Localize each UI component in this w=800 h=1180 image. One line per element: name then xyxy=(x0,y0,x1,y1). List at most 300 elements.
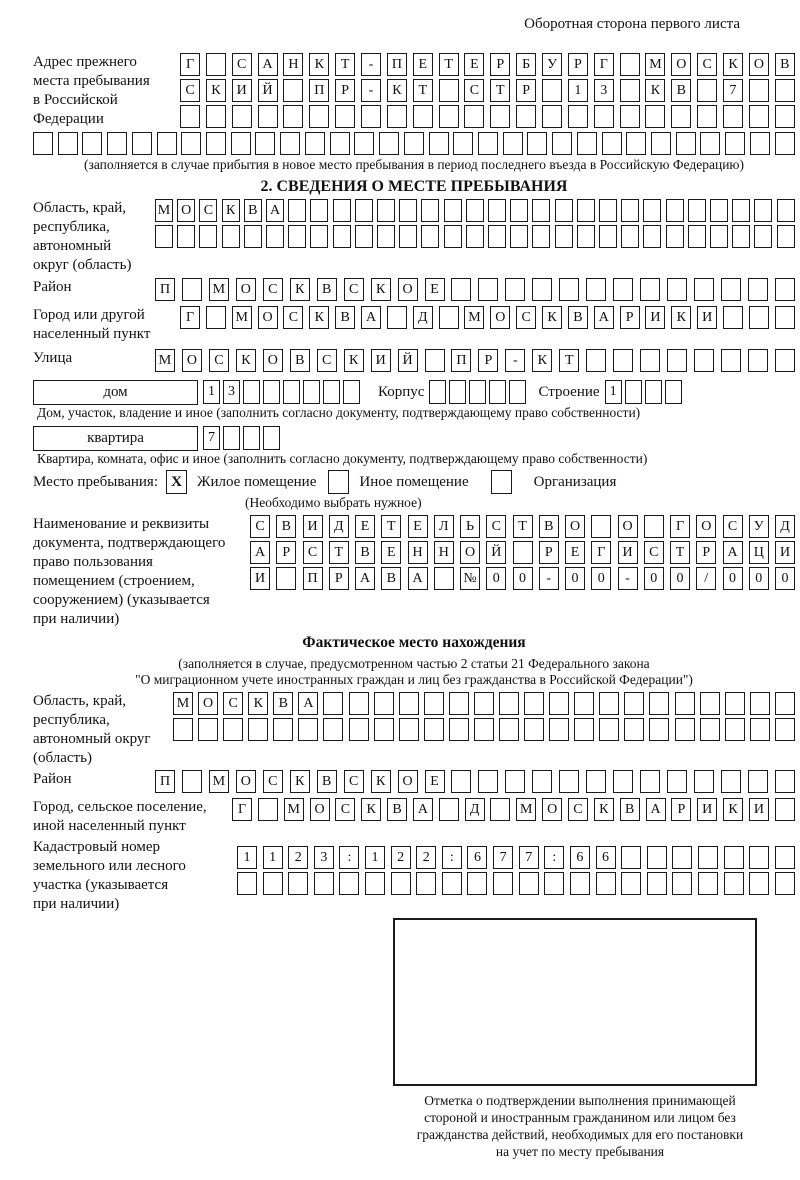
char-cell[interactable]: О xyxy=(749,53,769,76)
char-cell[interactable] xyxy=(330,132,350,155)
char-cell[interactable]: Р xyxy=(478,349,498,372)
char-cell[interactable] xyxy=(586,770,606,793)
char-cell[interactable]: В xyxy=(568,306,588,329)
char-cell[interactable] xyxy=(725,692,745,715)
char-cell[interactable] xyxy=(519,872,539,895)
char-cell[interactable] xyxy=(58,132,78,155)
char-cell[interactable] xyxy=(675,692,695,715)
char-cell[interactable] xyxy=(478,278,498,301)
char-cell[interactable] xyxy=(399,718,419,741)
char-cell[interactable] xyxy=(775,798,795,821)
char-cell[interactable] xyxy=(700,132,720,155)
char-cell[interactable]: Р xyxy=(671,798,691,821)
char-cell[interactable] xyxy=(599,225,617,248)
char-cell[interactable] xyxy=(474,692,494,715)
char-cell[interactable] xyxy=(621,846,641,869)
char-cell[interactable] xyxy=(303,380,320,404)
char-cell[interactable]: А xyxy=(355,567,375,590)
char-cell[interactable]: 0 xyxy=(486,567,506,590)
char-cell[interactable]: О xyxy=(542,798,562,821)
char-cell[interactable] xyxy=(672,872,692,895)
char-cell[interactable] xyxy=(439,306,459,329)
char-cell[interactable]: С xyxy=(486,515,506,538)
char-cell[interactable]: Т xyxy=(670,541,690,564)
char-cell[interactable] xyxy=(725,718,745,741)
char-cell[interactable]: С xyxy=(263,770,283,793)
char-cell[interactable] xyxy=(665,380,682,404)
char-cell[interactable] xyxy=(343,380,360,404)
char-cell[interactable]: М xyxy=(464,306,484,329)
char-cell[interactable] xyxy=(310,199,328,222)
char-cell[interactable] xyxy=(333,199,351,222)
char-cell[interactable]: 0 xyxy=(749,567,769,590)
char-cell[interactable] xyxy=(223,426,240,450)
char-cell[interactable] xyxy=(223,718,243,741)
char-cell[interactable]: Е xyxy=(413,53,433,76)
char-cell[interactable] xyxy=(586,349,606,372)
char-cell[interactable]: С xyxy=(697,53,717,76)
char-cell[interactable]: М xyxy=(173,692,193,715)
char-cell[interactable] xyxy=(387,306,407,329)
char-cell[interactable]: У xyxy=(749,515,769,538)
char-cell[interactable]: Р xyxy=(539,541,559,564)
char-cell[interactable] xyxy=(748,770,768,793)
char-cell[interactable] xyxy=(157,132,177,155)
char-cell[interactable] xyxy=(625,380,642,404)
char-cell[interactable]: К xyxy=(371,278,391,301)
char-cell[interactable] xyxy=(749,306,769,329)
char-cell[interactable] xyxy=(688,225,706,248)
char-cell[interactable] xyxy=(577,132,597,155)
char-cell[interactable] xyxy=(181,132,201,155)
mesto-checkbox-inoe[interactable] xyxy=(328,470,349,494)
char-cell[interactable] xyxy=(399,225,417,248)
char-cell[interactable]: Р xyxy=(329,567,349,590)
char-cell[interactable]: С xyxy=(464,79,484,102)
char-cell[interactable]: 0 xyxy=(565,567,585,590)
char-cell[interactable] xyxy=(232,105,252,128)
char-cell[interactable] xyxy=(694,278,714,301)
char-cell[interactable] xyxy=(206,132,226,155)
char-cell[interactable] xyxy=(464,105,484,128)
char-cell[interactable]: 0 xyxy=(723,567,743,590)
char-cell[interactable] xyxy=(439,798,459,821)
char-cell[interactable] xyxy=(621,872,641,895)
char-cell[interactable] xyxy=(552,132,572,155)
char-cell[interactable] xyxy=(377,199,395,222)
char-cell[interactable]: О xyxy=(177,199,195,222)
char-cell[interactable]: А xyxy=(723,541,743,564)
char-cell[interactable] xyxy=(243,380,260,404)
char-cell[interactable]: 1 xyxy=(568,79,588,102)
char-cell[interactable] xyxy=(323,718,343,741)
char-cell[interactable] xyxy=(365,872,385,895)
char-cell[interactable] xyxy=(237,872,257,895)
char-cell[interactable] xyxy=(640,349,660,372)
char-cell[interactable] xyxy=(444,225,462,248)
char-cell[interactable]: К xyxy=(671,306,691,329)
char-cell[interactable] xyxy=(555,225,573,248)
char-cell[interactable]: В xyxy=(317,770,337,793)
char-cell[interactable]: Д xyxy=(775,515,795,538)
char-cell[interactable]: А xyxy=(250,541,270,564)
char-cell[interactable]: Е xyxy=(425,770,445,793)
char-cell[interactable] xyxy=(626,132,646,155)
char-cell[interactable]: : xyxy=(544,846,564,869)
char-cell[interactable]: И xyxy=(697,306,717,329)
char-cell[interactable] xyxy=(647,846,667,869)
char-cell[interactable]: К xyxy=(723,798,743,821)
char-cell[interactable] xyxy=(723,105,743,128)
char-cell[interactable] xyxy=(532,225,550,248)
char-cell[interactable] xyxy=(177,225,195,248)
char-cell[interactable]: О xyxy=(398,278,418,301)
char-cell[interactable] xyxy=(624,718,644,741)
char-cell[interactable]: - xyxy=(539,567,559,590)
char-cell[interactable] xyxy=(33,132,53,155)
char-cell[interactable] xyxy=(222,225,240,248)
char-cell[interactable]: 2 xyxy=(288,846,308,869)
char-cell[interactable] xyxy=(532,770,552,793)
char-cell[interactable] xyxy=(335,105,355,128)
char-cell[interactable]: В xyxy=(276,515,296,538)
char-cell[interactable] xyxy=(559,770,579,793)
char-cell[interactable]: К xyxy=(344,349,364,372)
char-cell[interactable]: О xyxy=(618,515,638,538)
char-cell[interactable] xyxy=(263,380,280,404)
char-cell[interactable]: В xyxy=(539,515,559,538)
char-cell[interactable]: О xyxy=(398,770,418,793)
char-cell[interactable] xyxy=(509,380,526,404)
char-cell[interactable] xyxy=(349,718,369,741)
char-cell[interactable]: В xyxy=(671,79,691,102)
char-cell[interactable]: Й xyxy=(258,79,278,102)
char-cell[interactable]: 2 xyxy=(391,846,411,869)
char-cell[interactable]: 0 xyxy=(591,567,611,590)
char-cell[interactable]: Р xyxy=(568,53,588,76)
char-cell[interactable]: Е xyxy=(355,515,375,538)
char-cell[interactable]: С xyxy=(644,541,664,564)
char-cell[interactable]: Н xyxy=(408,541,428,564)
char-cell[interactable] xyxy=(444,199,462,222)
char-cell[interactable] xyxy=(775,770,795,793)
char-cell[interactable] xyxy=(182,770,202,793)
char-cell[interactable]: О xyxy=(263,349,283,372)
char-cell[interactable]: В xyxy=(620,798,640,821)
char-cell[interactable]: К xyxy=(290,770,310,793)
char-cell[interactable] xyxy=(647,872,667,895)
char-cell[interactable]: С xyxy=(568,798,588,821)
char-cell[interactable] xyxy=(620,53,640,76)
char-cell[interactable]: Т xyxy=(513,515,533,538)
char-cell[interactable]: М xyxy=(155,349,175,372)
char-cell[interactable] xyxy=(621,199,639,222)
char-cell[interactable]: А xyxy=(361,306,381,329)
char-cell[interactable] xyxy=(513,541,533,564)
char-cell[interactable] xyxy=(377,225,395,248)
char-cell[interactable] xyxy=(643,199,661,222)
char-cell[interactable] xyxy=(323,380,340,404)
char-cell[interactable] xyxy=(750,132,770,155)
char-cell[interactable] xyxy=(721,349,741,372)
char-cell[interactable]: Е xyxy=(464,53,484,76)
char-cell[interactable] xyxy=(255,132,275,155)
char-cell[interactable] xyxy=(288,225,306,248)
char-cell[interactable] xyxy=(559,278,579,301)
char-cell[interactable] xyxy=(724,846,744,869)
char-cell[interactable] xyxy=(749,872,769,895)
char-cell[interactable]: О xyxy=(236,770,256,793)
char-cell[interactable]: О xyxy=(236,278,256,301)
char-cell[interactable] xyxy=(732,225,750,248)
char-cell[interactable] xyxy=(671,105,691,128)
char-cell[interactable]: М xyxy=(516,798,536,821)
char-cell[interactable] xyxy=(645,105,665,128)
char-cell[interactable] xyxy=(777,199,795,222)
char-cell[interactable]: 6 xyxy=(596,846,616,869)
char-cell[interactable]: 1 xyxy=(365,846,385,869)
char-cell[interactable]: И xyxy=(697,798,717,821)
char-cell[interactable]: 7 xyxy=(493,846,513,869)
char-cell[interactable]: 7 xyxy=(203,426,220,450)
char-cell[interactable]: А xyxy=(413,798,433,821)
char-cell[interactable] xyxy=(570,872,590,895)
char-cell[interactable]: О xyxy=(182,349,202,372)
char-cell[interactable]: - xyxy=(361,53,381,76)
char-cell[interactable]: Д xyxy=(413,306,433,329)
char-cell[interactable] xyxy=(775,349,795,372)
char-cell[interactable]: В xyxy=(317,278,337,301)
char-cell[interactable]: И xyxy=(775,541,795,564)
char-cell[interactable]: С xyxy=(180,79,200,102)
char-cell[interactable] xyxy=(516,105,536,128)
char-cell[interactable] xyxy=(510,225,528,248)
char-cell[interactable] xyxy=(449,380,466,404)
char-cell[interactable] xyxy=(231,132,251,155)
char-cell[interactable]: П xyxy=(303,567,323,590)
char-cell[interactable]: В xyxy=(381,567,401,590)
char-cell[interactable]: Н xyxy=(434,541,454,564)
char-cell[interactable] xyxy=(640,278,660,301)
char-cell[interactable] xyxy=(577,199,595,222)
char-cell[interactable]: С xyxy=(199,199,217,222)
char-cell[interactable]: Е xyxy=(425,278,445,301)
char-cell[interactable]: К xyxy=(309,53,329,76)
char-cell[interactable]: С xyxy=(232,53,252,76)
char-cell[interactable] xyxy=(442,872,462,895)
char-cell[interactable]: Г xyxy=(591,541,611,564)
char-cell[interactable] xyxy=(499,718,519,741)
char-cell[interactable] xyxy=(198,718,218,741)
char-cell[interactable] xyxy=(624,692,644,715)
char-cell[interactable]: М xyxy=(209,278,229,301)
char-cell[interactable]: Р xyxy=(620,306,640,329)
char-cell[interactable]: Г xyxy=(180,306,200,329)
char-cell[interactable] xyxy=(599,692,619,715)
char-cell[interactable] xyxy=(132,132,152,155)
char-cell[interactable] xyxy=(429,132,449,155)
char-cell[interactable] xyxy=(309,105,329,128)
char-cell[interactable]: В xyxy=(335,306,355,329)
char-cell[interactable] xyxy=(777,225,795,248)
char-cell[interactable] xyxy=(434,567,454,590)
char-cell[interactable]: О xyxy=(490,306,510,329)
char-cell[interactable] xyxy=(391,872,411,895)
char-cell[interactable]: В xyxy=(273,692,293,715)
char-cell[interactable] xyxy=(421,199,439,222)
char-cell[interactable]: К xyxy=(361,798,381,821)
char-cell[interactable] xyxy=(354,132,374,155)
char-cell[interactable] xyxy=(490,105,510,128)
char-cell[interactable]: И xyxy=(749,798,769,821)
char-cell[interactable] xyxy=(620,79,640,102)
char-cell[interactable] xyxy=(305,132,325,155)
char-cell[interactable] xyxy=(399,692,419,715)
char-cell[interactable] xyxy=(451,278,471,301)
char-cell[interactable] xyxy=(732,199,750,222)
char-cell[interactable] xyxy=(244,225,262,248)
char-cell[interactable]: А xyxy=(594,306,614,329)
char-cell[interactable] xyxy=(724,872,744,895)
char-cell[interactable] xyxy=(499,692,519,715)
char-cell[interactable]: В xyxy=(244,199,262,222)
char-cell[interactable] xyxy=(413,105,433,128)
char-cell[interactable]: О xyxy=(460,541,480,564)
char-cell[interactable]: К xyxy=(387,79,407,102)
char-cell[interactable] xyxy=(775,846,795,869)
char-cell[interactable] xyxy=(488,199,506,222)
char-cell[interactable]: О xyxy=(696,515,716,538)
char-cell[interactable]: К xyxy=(594,798,614,821)
char-cell[interactable]: - xyxy=(505,349,525,372)
char-cell[interactable]: Е xyxy=(381,541,401,564)
char-cell[interactable] xyxy=(82,132,102,155)
char-cell[interactable] xyxy=(488,225,506,248)
char-cell[interactable] xyxy=(542,105,562,128)
char-cell[interactable] xyxy=(466,199,484,222)
char-cell[interactable] xyxy=(549,692,569,715)
char-cell[interactable] xyxy=(721,770,741,793)
char-cell[interactable] xyxy=(666,225,684,248)
char-cell[interactable]: С xyxy=(283,306,303,329)
char-cell[interactable]: Т xyxy=(329,541,349,564)
mesto-checkbox-organizatsiya[interactable] xyxy=(491,470,512,494)
char-cell[interactable]: Г xyxy=(670,515,690,538)
char-cell[interactable]: 0 xyxy=(775,567,795,590)
char-cell[interactable] xyxy=(775,79,795,102)
char-cell[interactable] xyxy=(532,278,552,301)
char-cell[interactable]: С xyxy=(516,306,536,329)
char-cell[interactable] xyxy=(594,105,614,128)
char-cell[interactable] xyxy=(451,770,471,793)
char-cell[interactable] xyxy=(298,718,318,741)
char-cell[interactable] xyxy=(439,79,459,102)
char-cell[interactable] xyxy=(283,380,300,404)
char-cell[interactable] xyxy=(599,718,619,741)
char-cell[interactable]: В xyxy=(387,798,407,821)
char-cell[interactable] xyxy=(248,718,268,741)
char-cell[interactable]: О xyxy=(310,798,330,821)
char-cell[interactable] xyxy=(524,692,544,715)
char-cell[interactable] xyxy=(675,718,695,741)
char-cell[interactable]: С xyxy=(263,278,283,301)
char-cell[interactable] xyxy=(694,770,714,793)
char-cell[interactable] xyxy=(620,105,640,128)
char-cell[interactable] xyxy=(421,225,439,248)
char-cell[interactable]: 1 xyxy=(263,846,283,869)
char-cell[interactable] xyxy=(399,199,417,222)
char-cell[interactable] xyxy=(266,225,284,248)
char-cell[interactable]: Г xyxy=(232,798,252,821)
char-cell[interactable] xyxy=(574,718,594,741)
char-cell[interactable]: Т xyxy=(559,349,579,372)
char-cell[interactable] xyxy=(355,199,373,222)
char-cell[interactable] xyxy=(449,692,469,715)
char-cell[interactable] xyxy=(493,872,513,895)
mesto-checkbox-zhiloe[interactable]: X xyxy=(166,470,187,494)
char-cell[interactable]: 1 xyxy=(605,380,622,404)
char-cell[interactable]: И xyxy=(618,541,638,564)
char-cell[interactable]: С xyxy=(317,349,337,372)
char-cell[interactable]: Ь xyxy=(460,515,480,538)
char-cell[interactable]: С xyxy=(344,278,364,301)
char-cell[interactable] xyxy=(750,692,770,715)
char-cell[interactable]: М xyxy=(232,306,252,329)
char-cell[interactable]: 1 xyxy=(203,380,220,404)
char-cell[interactable]: М xyxy=(155,199,173,222)
char-cell[interactable]: В xyxy=(290,349,310,372)
char-cell[interactable] xyxy=(527,132,547,155)
char-cell[interactable]: П xyxy=(387,53,407,76)
char-cell[interactable]: 6 xyxy=(467,846,487,869)
char-cell[interactable] xyxy=(416,872,436,895)
char-cell[interactable] xyxy=(206,53,226,76)
char-cell[interactable]: К xyxy=(645,79,665,102)
char-cell[interactable] xyxy=(697,105,717,128)
char-cell[interactable]: М xyxy=(284,798,304,821)
char-cell[interactable] xyxy=(700,718,720,741)
char-cell[interactable] xyxy=(586,278,606,301)
char-cell[interactable]: И xyxy=(303,515,323,538)
char-cell[interactable] xyxy=(243,426,260,450)
char-cell[interactable]: Г xyxy=(594,53,614,76)
char-cell[interactable] xyxy=(510,199,528,222)
char-cell[interactable] xyxy=(775,872,795,895)
char-cell[interactable] xyxy=(613,770,633,793)
char-cell[interactable]: К xyxy=(371,770,391,793)
char-cell[interactable] xyxy=(333,225,351,248)
char-cell[interactable]: В xyxy=(355,541,375,564)
char-cell[interactable]: Й xyxy=(486,541,506,564)
char-cell[interactable] xyxy=(524,718,544,741)
char-cell[interactable]: К xyxy=(723,53,743,76)
char-cell[interactable]: И xyxy=(371,349,391,372)
char-cell[interactable] xyxy=(173,718,193,741)
char-cell[interactable] xyxy=(374,692,394,715)
char-cell[interactable] xyxy=(725,132,745,155)
char-cell[interactable]: В xyxy=(775,53,795,76)
char-cell[interactable] xyxy=(323,692,343,715)
char-cell[interactable] xyxy=(180,105,200,128)
char-cell[interactable]: 0 xyxy=(670,567,690,590)
char-cell[interactable]: Р xyxy=(696,541,716,564)
char-cell[interactable] xyxy=(775,718,795,741)
char-cell[interactable] xyxy=(640,770,660,793)
char-cell[interactable] xyxy=(599,199,617,222)
char-cell[interactable] xyxy=(649,718,669,741)
char-cell[interactable] xyxy=(555,199,573,222)
char-cell[interactable]: А xyxy=(298,692,318,715)
